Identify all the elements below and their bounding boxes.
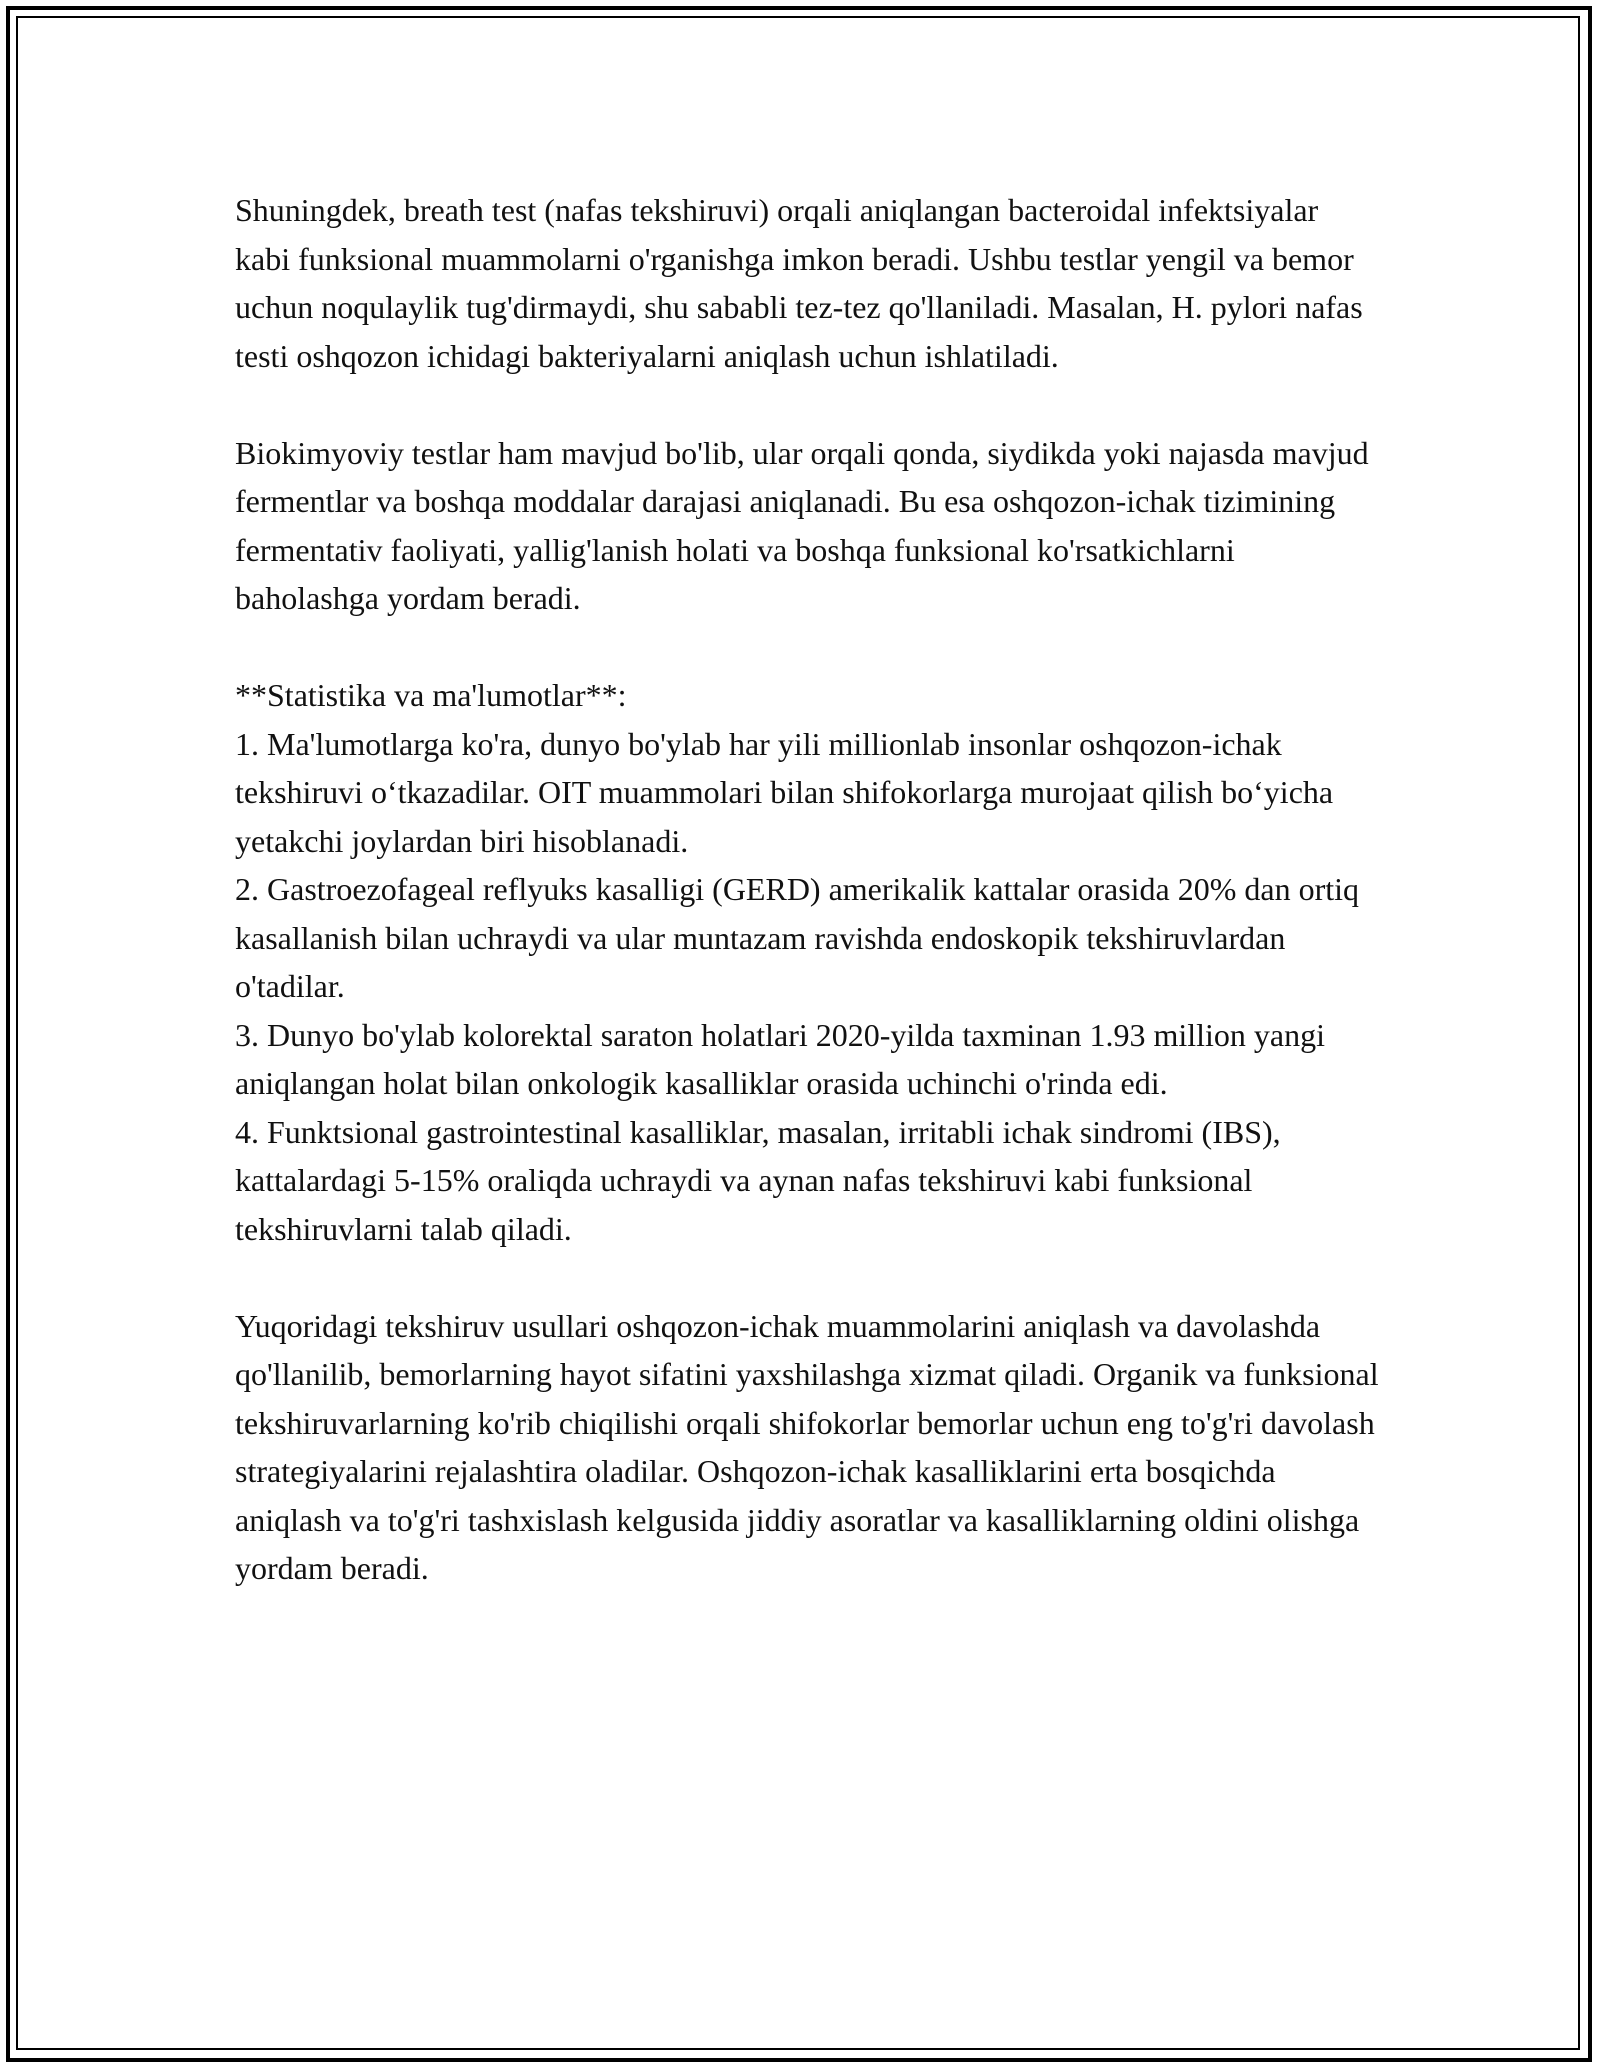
paragraph-spacer	[235, 623, 1380, 672]
statistics-item-1: 1. Ma'lumotlarga ko'ra, dunyo bo'ylab har yili millionlab insonlar oshqozon-ichak tekshiruvi o‘tkazadilar. OIT muammolari bilan shifokorlarga murojaat qilish bo‘yicha yetakchi joylardan biri hisoblanadi.	[235, 725, 1334, 859]
paragraph-conclusion: Yuqoridagi tekshiruv usullari oshqozon-ichak muammolarini aniqlash va davolashda qo'llanilib, bemorlarning hayot sifatini yaxshilashga xizmat qiladi. Organik va funksional tekshiruvarlarning ko'rib chiqilishi orqali shifokorlar bemorlar uchun eng to'g'ri davolash strategiyalarini rejalashtira oladilar. Oshqozon-ichak kasalliklarini erta bosqichda aniqlash va to'g'ri tashxislash kelgusida jiddiy asoratlar va kasalliklarning oldini olishga yordam beradi.	[235, 1307, 1379, 1586]
paragraph-biochemical-tests: Biokimyoviy testlar ham mavjud bo'lib, ular orqali qonda, siydikda yoki najasda mavjud fermentlar va boshqa moddalar darajasi aniqlanadi. Bu esa oshqozon-ichak tizimining fermentativ faoliyati, yallig'lanish holati va boshqa funksional ko'rsatkichlarni baholashga yordam beradi.	[235, 434, 1369, 616]
paragraph-spacer	[235, 1253, 1380, 1302]
statistics-item-3: 3. Dunyo bo'ylab kolorektal saraton holatlari 2020-yilda taxminan 1.93 million yangi aniqlangan holat bilan onkologik kasalliklar orasida uchinchi o'rinda edi.	[235, 1016, 1325, 1101]
statistics-heading: **Statistika va ma'lumotlar**:	[235, 677, 627, 713]
document-body	[235, 186, 1380, 1593]
paragraph-spacer	[235, 380, 1380, 429]
statistics-item-2: 2. Gastroezofageal reflyuks kasalligi (GERD) amerikalik kattalar orasida 20% dan ortiq kasallanish bilan uchraydi va ular muntazam ravishda endoskopik tekshiruvlardan o'tadilar.	[235, 871, 1360, 1004]
statistics-item-4: 4. Funktsional gastrointestinal kasalliklar, masalan, irritabli ichak sindromi (IBS), kattalardagi 5-15% oraliqda uchraydi va aynan nafas tekshiruvi kabi funksional tekshiruvlarni talab qiladi.	[235, 1113, 1281, 1247]
paragraph-breath-test: Shuningdek, breath test (nafas tekshiruvi) orqali aniqlangan bacteroidal infektsiyalar kabi funksional muammolarni o'rganishga imkon beradi. Ushbu testlar yengil va bemor uchun noqulaylik tug'dirmaydi, shu sababli tez-tez qo'llaniladi. Masalan, H. pylori nafas testi oshqozon ichidagi bakteriyalarni aniqlash uchun ishlatiladi.	[235, 192, 1363, 374]
